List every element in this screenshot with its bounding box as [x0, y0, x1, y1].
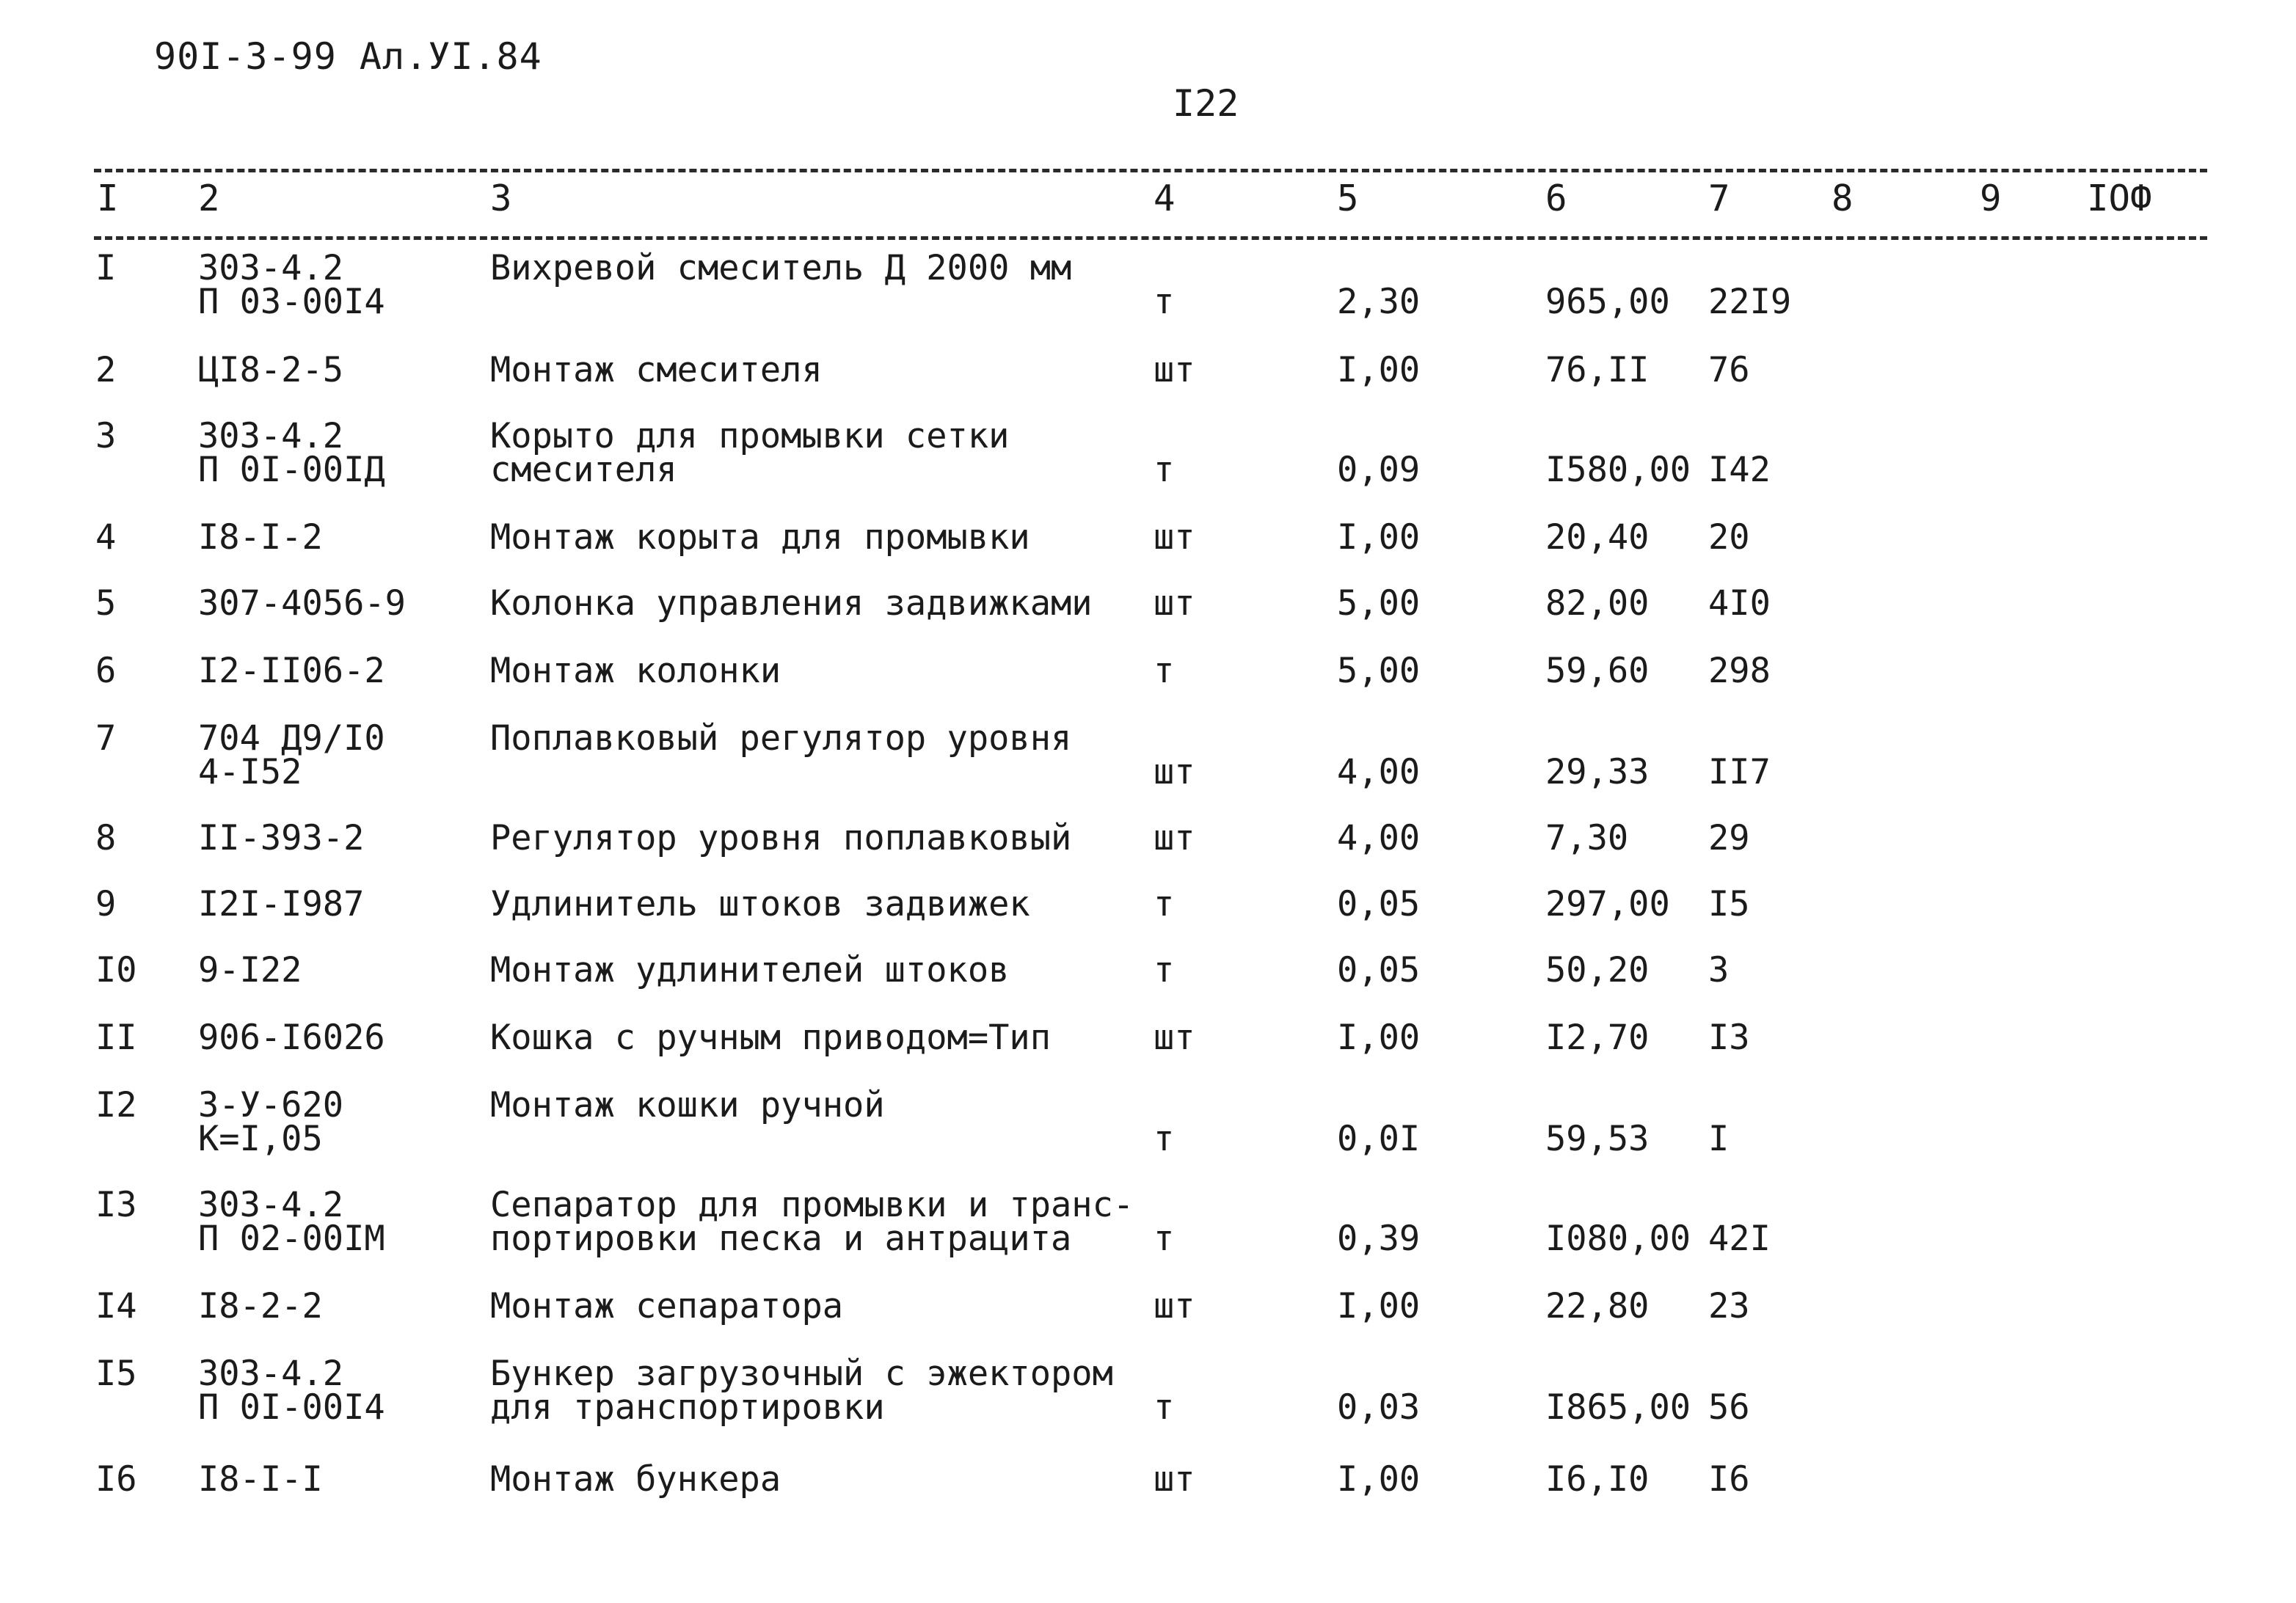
item-price: I2,70	[1545, 1018, 1650, 1058]
item-unit: т	[1154, 1219, 1175, 1259]
row-number: 5	[95, 583, 117, 624]
row-number: I	[95, 248, 117, 288]
item-total: I5	[1708, 884, 1750, 924]
item-name: Кошка с ручным приводом=Тип	[490, 1018, 1052, 1058]
item-price: 965,00	[1545, 282, 1670, 322]
item-name: Вихревой смеситель Д 2000 мм	[490, 248, 1072, 288]
item-total: I3	[1708, 1018, 1750, 1058]
item-total: I42	[1708, 450, 1771, 490]
item-quantity: 0,0I	[1337, 1119, 1421, 1159]
item-code: 4-I52	[198, 752, 302, 792]
item-price: I580,00	[1545, 450, 1691, 490]
item-unit: т	[1154, 950, 1175, 990]
column-header-9: 9	[1980, 178, 2002, 219]
item-quantity: 0,05	[1337, 950, 1421, 990]
item-code: 906-I6026	[198, 1018, 385, 1058]
item-code: II-393-2	[198, 818, 365, 858]
column-header-10: IОФ	[2087, 178, 2152, 219]
row-number: I5	[95, 1354, 137, 1394]
item-price: 76,II	[1545, 350, 1650, 390]
item-unit: т	[1154, 450, 1175, 490]
item-quantity: 5,00	[1337, 651, 1421, 691]
item-code: П 0I-00I4	[198, 1387, 385, 1428]
item-quantity: I,00	[1337, 517, 1421, 558]
item-unit: шт	[1154, 752, 1195, 792]
item-total: 56	[1708, 1387, 1750, 1428]
item-code: П 03-00I4	[198, 282, 385, 322]
column-header-2: 2	[198, 178, 220, 219]
item-unit: шт	[1154, 583, 1195, 624]
row-number: I4	[95, 1286, 137, 1326]
item-name: для транспортировки	[490, 1387, 885, 1428]
item-code: I2-II06-2	[198, 651, 385, 691]
item-code: 9-I22	[198, 950, 302, 990]
row-number: I0	[95, 950, 137, 990]
item-code: 704 Д9/I0	[198, 718, 385, 759]
item-code: 3-У-620	[198, 1085, 344, 1125]
row-number: 3	[95, 416, 117, 456]
item-name: Монтаж корыта для промывки	[490, 517, 1030, 558]
column-header-7: 7	[1708, 178, 1730, 219]
item-code: П 0I-00IД	[198, 450, 385, 490]
document-code: 90I-3-99 Ал.УI.84	[154, 35, 542, 78]
item-name: Монтаж бункера	[490, 1459, 781, 1500]
item-total: I6	[1708, 1459, 1750, 1500]
item-unit: шт	[1154, 517, 1195, 558]
item-name: Удлинитель штоков задвижек	[490, 884, 1030, 924]
page-number: I22	[1173, 82, 1239, 125]
column-header-6: 6	[1545, 178, 1567, 219]
item-quantity: 0,09	[1337, 450, 1421, 490]
item-price: I080,00	[1545, 1219, 1691, 1259]
item-unit: т	[1154, 282, 1175, 322]
item-unit: шт	[1154, 1018, 1195, 1058]
item-unit: т	[1154, 1119, 1175, 1159]
item-quantity: 0,03	[1337, 1387, 1421, 1428]
item-name: портировки песка и антрацита	[490, 1219, 1072, 1259]
item-name: Монтаж смесителя	[490, 350, 823, 390]
row-number: I6	[95, 1459, 137, 1500]
column-header-3: 3	[490, 178, 512, 219]
item-unit: т	[1154, 1387, 1175, 1428]
item-code: 303-4.2	[198, 416, 344, 456]
column-header-1: I	[97, 178, 119, 219]
row-number: I2	[95, 1085, 137, 1125]
item-code: I8-I-2	[198, 517, 323, 558]
item-code: 303-4.2	[198, 1185, 344, 1225]
item-quantity: I,00	[1337, 1018, 1421, 1058]
item-name: Монтаж колонки	[490, 651, 781, 691]
item-total: 76	[1708, 350, 1750, 390]
item-quantity: 4,00	[1337, 752, 1421, 792]
item-code: К=I,05	[198, 1119, 323, 1159]
item-price: 50,20	[1545, 950, 1650, 990]
item-unit: шт	[1154, 1459, 1195, 1500]
item-price: 59,53	[1545, 1119, 1650, 1159]
item-quantity: 2,30	[1337, 282, 1421, 322]
item-total: II7	[1708, 752, 1771, 792]
item-code: 303-4.2	[198, 248, 344, 288]
item-total: 298	[1708, 651, 1771, 691]
item-code: 307-4056-9	[198, 583, 406, 624]
item-name: Колонка управления задвижками	[490, 583, 1093, 624]
item-price: 82,00	[1545, 583, 1650, 624]
item-price: I865,00	[1545, 1387, 1691, 1428]
item-total: 23	[1708, 1286, 1750, 1326]
item-total: 29	[1708, 818, 1750, 858]
item-unit: шт	[1154, 818, 1195, 858]
item-unit: т	[1154, 884, 1175, 924]
table-top-rule	[94, 169, 2207, 172]
row-number: 2	[95, 350, 117, 390]
item-unit: т	[1154, 651, 1175, 691]
item-price: 297,00	[1545, 884, 1670, 924]
item-price: 7,30	[1545, 818, 1629, 858]
row-number: 7	[95, 718, 117, 759]
item-name: Монтаж кошки ручной	[490, 1085, 885, 1125]
item-code: ЦI8-2-5	[198, 350, 344, 390]
item-total: 20	[1708, 517, 1750, 558]
table-header-rule	[94, 236, 2207, 240]
item-name: смесителя	[490, 450, 677, 490]
item-total: 22I9	[1708, 282, 1792, 322]
item-total: 3	[1708, 950, 1730, 990]
item-name: Бункер загрузочный с эжектором	[490, 1354, 1113, 1394]
item-total: 42I	[1708, 1219, 1771, 1259]
item-total: 4I0	[1708, 583, 1771, 624]
item-quantity: 0,05	[1337, 884, 1421, 924]
item-name: Монтаж сепаратора	[490, 1286, 844, 1326]
column-header-8: 8	[1832, 178, 1854, 219]
item-total: I	[1708, 1119, 1730, 1159]
item-code: 303-4.2	[198, 1354, 344, 1394]
item-unit: шт	[1154, 1286, 1195, 1326]
column-header-4: 4	[1154, 178, 1176, 219]
row-number: I3	[95, 1185, 137, 1225]
item-quantity: I,00	[1337, 1459, 1421, 1500]
item-price: 20,40	[1545, 517, 1650, 558]
item-code: I8-I-I	[198, 1459, 323, 1500]
item-name: Сепаратор для промывки и транс-	[490, 1185, 1134, 1225]
item-unit: шт	[1154, 350, 1195, 390]
item-code: П 02-00IМ	[198, 1219, 385, 1259]
item-code: I8-2-2	[198, 1286, 323, 1326]
row-number: 6	[95, 651, 117, 691]
item-name: Монтаж удлинителей штоков	[490, 950, 1010, 990]
row-number: 8	[95, 818, 117, 858]
item-quantity: 0,39	[1337, 1219, 1421, 1259]
item-quantity: I,00	[1337, 1286, 1421, 1326]
item-price: I6,I0	[1545, 1459, 1650, 1500]
item-price: 29,33	[1545, 752, 1650, 792]
item-name: Регулятор уровня поплавковый	[490, 818, 1072, 858]
row-number: 4	[95, 517, 117, 558]
item-price: 22,80	[1545, 1286, 1650, 1326]
item-price: 59,60	[1545, 651, 1650, 691]
row-number: II	[95, 1018, 137, 1058]
row-number: 9	[95, 884, 117, 924]
item-code: I2I-I987	[198, 884, 365, 924]
item-quantity: 5,00	[1337, 583, 1421, 624]
item-quantity: I,00	[1337, 350, 1421, 390]
column-header-5: 5	[1337, 178, 1359, 219]
item-name: Корыто для промывки сетки	[490, 416, 1010, 456]
item-quantity: 4,00	[1337, 818, 1421, 858]
item-name: Поплавковый регулятор уровня	[490, 718, 1072, 759]
